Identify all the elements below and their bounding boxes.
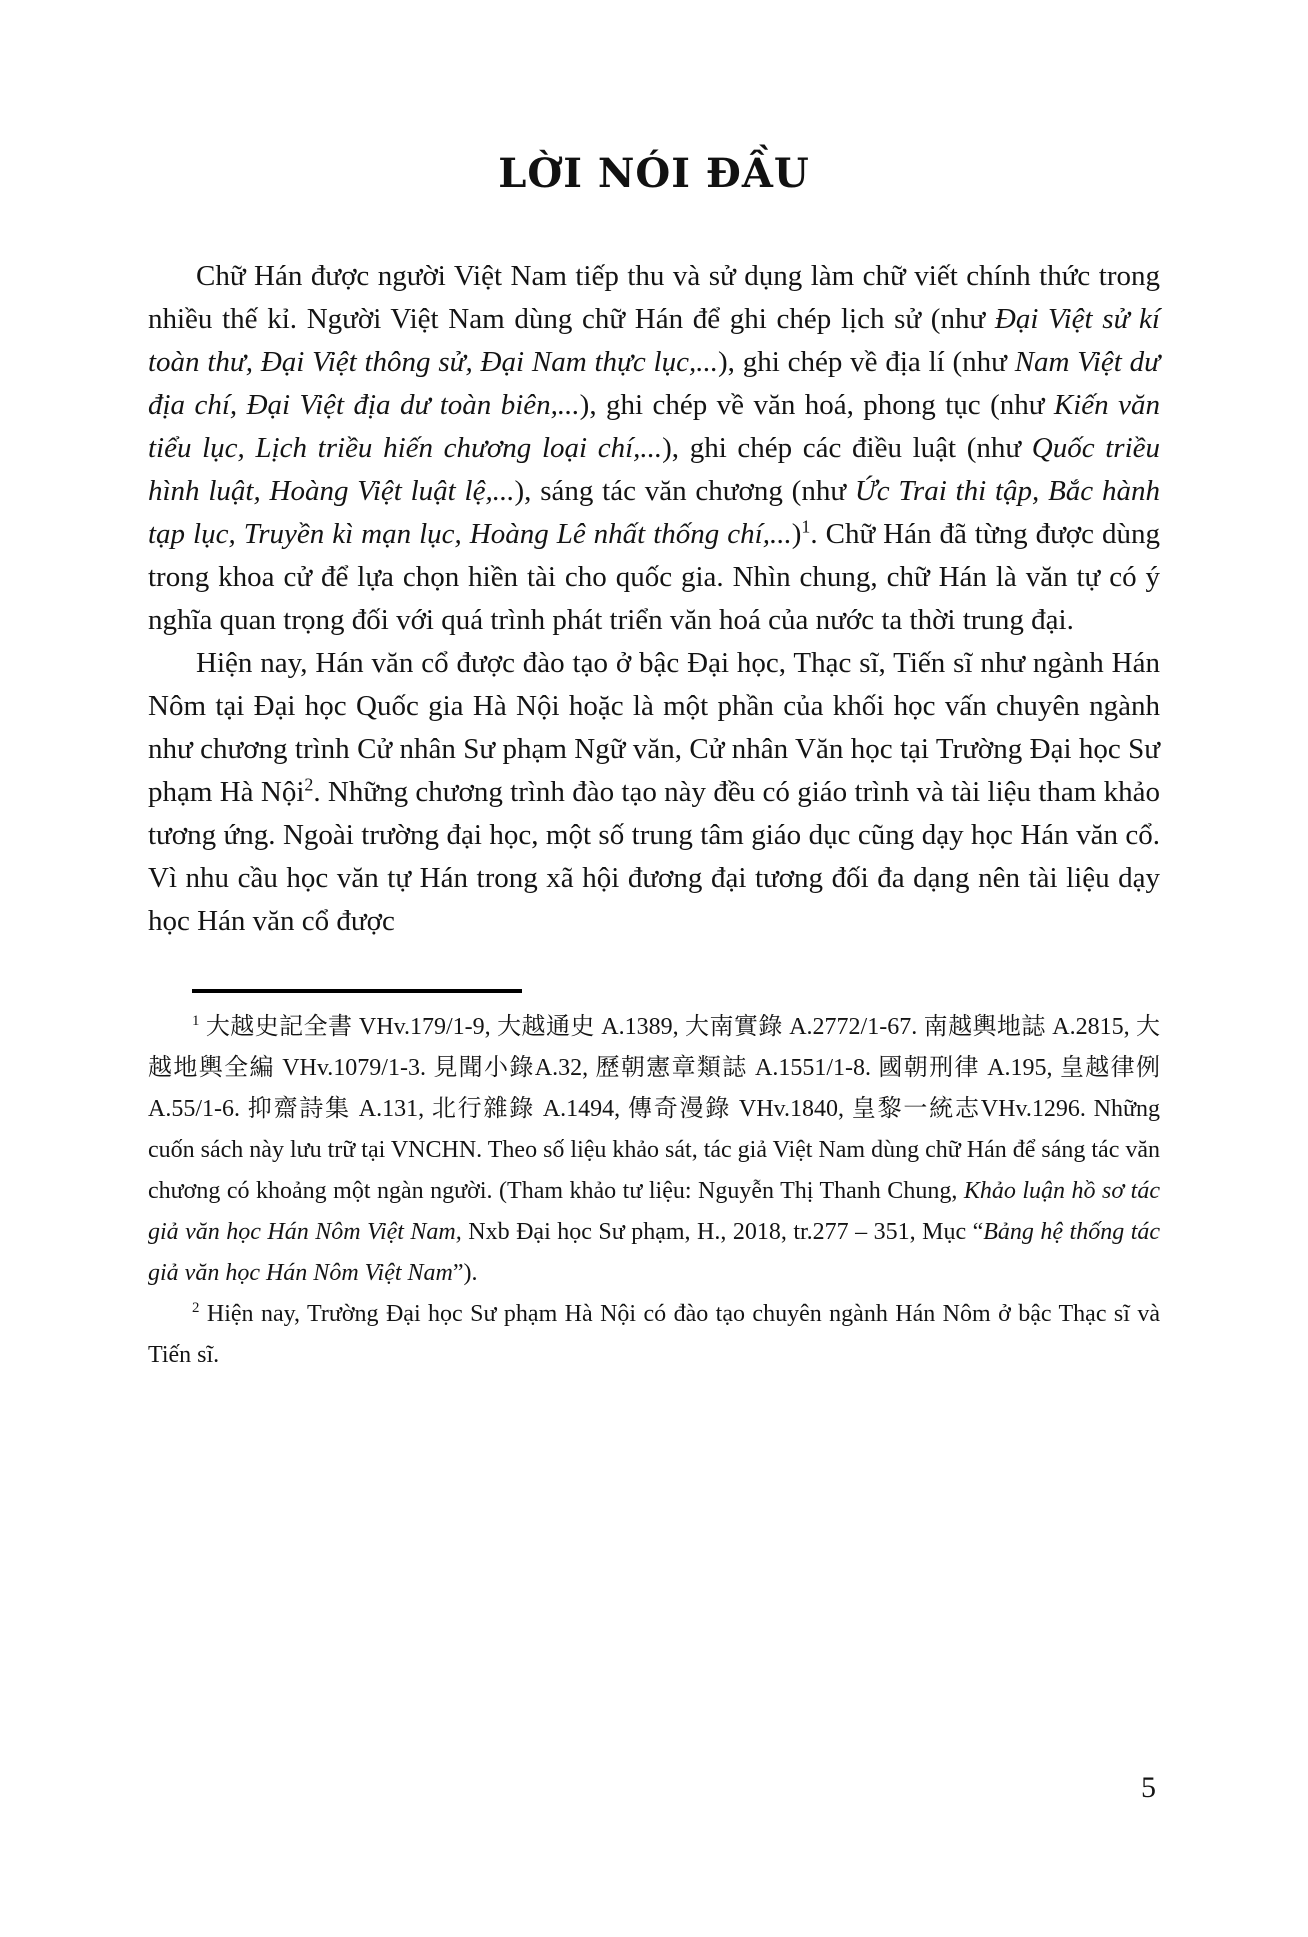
footnote: $^1$ 大越史記全書 VHv.179/1-9, 大越通史 A.1389, 大南實錄 A.2772/1-67. 南越輿地誌 A.2815, 大越地輿全編 VHv.1079/1-3. 見聞小錄A.32, 歷朝憲章類誌 A.1551/1-8. 國朝刑律 A.195, 皇越律例A.55/1-6. 抑齋詩集 A.131, 北行雜錄 A.1494, 傳奇漫錄 VHv.1840, 皇黎一統志VHv.1296. Những cuốn sách này lưu trữ tại VNCHN. Theo số liệu khảo sát, tác giả Việt Nam dùng chữ Hán để sáng tác văn chương có khoảng một ngàn người. (Tham khảo tư liệu: Nguyễn Thị Thanh Chung, Khảo luận hồ sơ tác giả văn học Hán Nôm Việt Nam, Nxb Đại học Sư phạm, H., 2018, tr.277 – 351, Mục “Bảng hệ thống tác giả văn học Hán Nôm Việt Nam”). [148, 1013, 1161, 1286]
body-text [148, 255, 1160, 943]
page-title: LỜI NÓI ĐẦU [498, 150, 810, 197]
footnote-separator-rule [192, 989, 522, 993]
page-number: 5 [1141, 1771, 1156, 1804]
body-paragraph: Hiện nay, Hán văn cổ được đào tạo ở bậc Đại học, Thạc sĩ, Tiến sĩ như ngành Hán Nôm tại Đại học Quốc gia Hà Nội hoặc là một phần của khối học vấn chuyên ngành như chương trình Cử nhân Sư phạm Ngữ văn, Cử nhân Văn học tại Trường Đại học Sư phạm Hà Nội$^2$. Những chương trình đào tạo này đều có giáo trình và tài liệu tham khảo tương ứng. Ngoài trường đại học, một số trung tâm giáo dục cũng dạy học Hán văn cổ. Vì nhu cầu học văn tự Hán trong xã hội đương đại tương đối đa dạng nên tài liệu dạy học Hán văn cổ được [148, 647, 1160, 937]
footnotes-section [148, 1007, 1160, 1376]
body-paragraph: Chữ Hán được người Việt Nam tiếp thu và sử dụng làm chữ viết chính thức trong nhiều thế kỉ. Người Việt Nam dùng chữ Hán để ghi chép lịch sử (như Đại Việt sử kí toàn thư, Đại Việt thông sử, Đại Nam thực lục,...), ghi chép về địa lí (như Nam Việt dư địa chí, Đại Việt địa dư toàn biên,...), ghi chép về văn hoá, phong tục (như Kiến văn tiểu lục, Lịch triều hiến chương loại chí,...), ghi chép các điều luật (như Quốc triều hình luật, Hoàng Việt luật lệ,...), sáng tác văn chương (như Ức Trai thi tập, Bắc hành tạp lục, Truyền kì mạn lục, Hoàng Lê nhất thống chí,...)$^1$. Chữ Hán đã từng được dùng trong khoa cử để lựa chọn hiền tài cho quốc gia. Nhìn chung, chữ Hán là văn tự có ý nghĩa quan trọng đối với quá trình phát triển văn hoá của nước ta thời trung đại. [148, 260, 1160, 636]
footnote: $^2$ Hiện nay, Trường Đại học Sư phạm Hà Nội có đào tạo chuyên ngành Hán Nôm ở bậc Thạc sĩ và Tiến sĩ. [148, 1300, 1160, 1368]
